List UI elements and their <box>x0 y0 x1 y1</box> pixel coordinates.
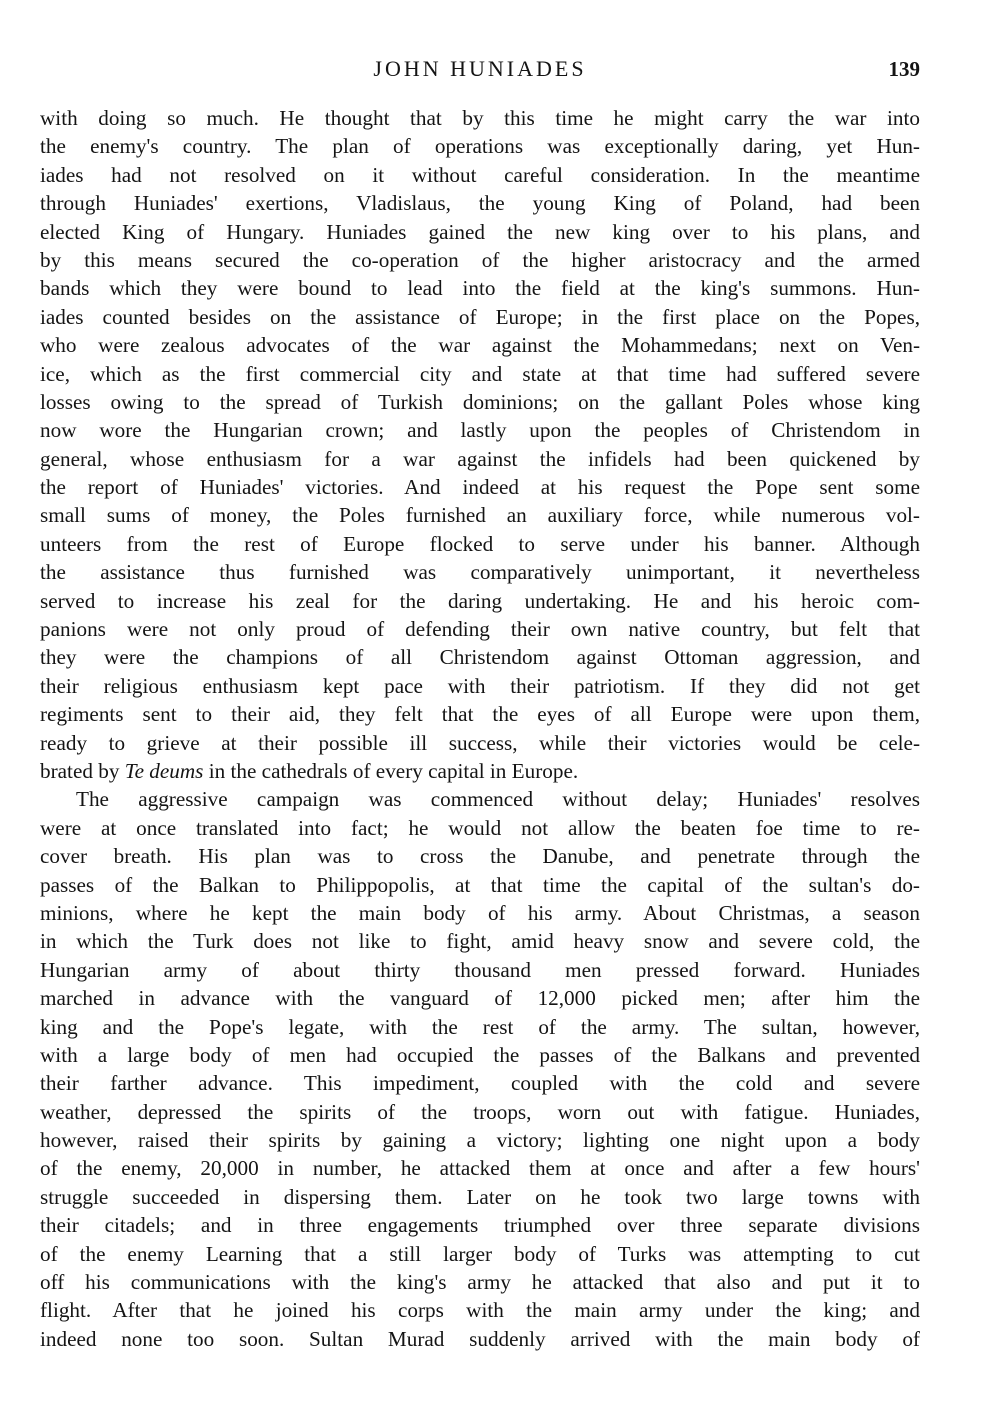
text-line: passes of the Balkan to Philippopolis, at that time the capital of the sultan's do- <box>40 872 920 897</box>
text-line: flight. After that he joined his corps with the main army under the king; and <box>40 1298 920 1323</box>
text-line: their religious enthusiasm kept pace with their patriotism. If they did not get <box>40 673 920 698</box>
text-line: of the enemy, 20,000 in number, he attacked them at once and after a few hours' <box>40 1156 920 1181</box>
text-line: ready to grieve at their possible ill success, while their victories would be cele- <box>40 730 920 755</box>
text-line-last <box>40 757 920 785</box>
text-line: served to increase his zeal for the daring undertaking. He and his heroic com- <box>40 588 920 613</box>
text-line: unteers from the rest of Europe flocked to serve under his banner. Although <box>40 531 920 556</box>
text-line: king and the Pope's legate, with the rest of the army. The sultan, however, <box>40 1014 920 1039</box>
text-line: ice, which as the first commercial city and state at that time had suffered severe <box>40 361 920 386</box>
text-line: The aggressive campaign was commenced without delay; Huniades' resolves <box>76 787 920 812</box>
text-line: regiments sent to their aid, they felt that the eyes of all Europe were upon them, <box>40 702 920 727</box>
text-line: with doing so much. He thought that by this time he might carry the war into <box>40 106 920 130</box>
body-text <box>40 104 920 1353</box>
text-line: their citadels; and in three engagements triumphed over three separate divisions <box>40 1213 920 1238</box>
text-line: the report of Huniades' victories. And indeed at his request the Pope sent some <box>40 475 920 500</box>
text-line: general, whose enthusiasm for a war against the infidels had been quickened by <box>40 446 920 471</box>
paragraph-1 <box>40 104 920 785</box>
text-line: small sums of money, the Poles furnished an auxiliary force, while numerous vol- <box>40 503 920 528</box>
text-line: however, raised their spirits by gaining a victory; lighting one night upon a body <box>40 1128 920 1153</box>
text-line: cover breath. His plan was to cross the Danube, and penetrate through the <box>40 844 920 869</box>
text-line: Hungarian army of about thirty thousand men pressed forward. Huniades <box>40 957 920 982</box>
page-number: 139 <box>888 57 920 81</box>
text-run: in the cathedrals of every capital in Europe. <box>203 758 579 783</box>
text-line: the enemy's country. The plan of operations was exceptionally daring, yet Hun- <box>40 134 920 159</box>
text-line: of the enemy Learning that a still larger body of Turks was attempting to cut <box>40 1241 920 1266</box>
text-line: weather, depressed the spirits of the troops, worn out with fatigue. Huniades, <box>40 1099 920 1124</box>
text-line: now wore the Hungarian crown; and lastly upon the peoples of Christendom in <box>40 418 920 443</box>
text-line: iades counted besides on the assistance of Europe; in the first place on the Popes, <box>40 304 920 329</box>
text-line: their farther advance. This impediment, coupled with the cold and severe <box>40 1071 920 1096</box>
text-line: indeed none too soon. Sultan Murad suddenly arrived with the main body of <box>40 1326 920 1351</box>
text-line: with a large body of men had occupied the passes of the Balkans and prevented <box>40 1042 920 1067</box>
text-line: the assistance thus furnished was comparatively unimportant, it nevertheless <box>40 560 920 585</box>
page-header <box>40 52 920 86</box>
text-line: were at once translated into fact; he would not allow the beaten foe time to re- <box>40 815 920 840</box>
text-line: in which the Turk does not like to fight, amid heavy snow and severe cold, the <box>40 929 920 954</box>
running-title: JOHN HUNIADES <box>373 56 587 81</box>
text-line: iades had not resolved on it without careful consideration. In the meantime <box>40 162 920 187</box>
paragraph-2 <box>40 785 920 1353</box>
text-line: elected King of Hungary. Huniades gained the new king over to his plans, and <box>40 219 920 244</box>
text-line: through Huniades' exertions, Vladislaus, the young King of Poland, had been <box>40 191 920 216</box>
text-line: by this means secured the co-operation of the higher aristocracy and the armed <box>40 247 920 272</box>
text-line: who were zealous advocates of the war against the Mohammedans; next on Ven- <box>40 333 920 358</box>
text-run: brated by <box>40 758 125 783</box>
text-line: minions, where he kept the main body of his army. About Christmas, a season <box>40 900 920 925</box>
text-line: struggle succeeded in dispersing them. Later on he took two large towns with <box>40 1184 920 1209</box>
text-line: off his communications with the king's army he attacked that also and put it to <box>40 1270 920 1295</box>
text-line: losses owing to the spread of Turkish dominions; on the gallant Poles whose king <box>40 389 920 414</box>
text-line: marched in advance with the vanguard of 12,000 picked men; after him the <box>40 986 920 1011</box>
text-line: they were the champions of all Christendom against Ottoman aggression, and <box>40 645 920 670</box>
text-line: panions were not only proud of defending their own native country, but felt that <box>40 617 920 642</box>
italic-title: Te deums <box>124 758 204 783</box>
text-line: bands which they were bound to lead into the field at the king's summons. Hun- <box>40 276 920 301</box>
